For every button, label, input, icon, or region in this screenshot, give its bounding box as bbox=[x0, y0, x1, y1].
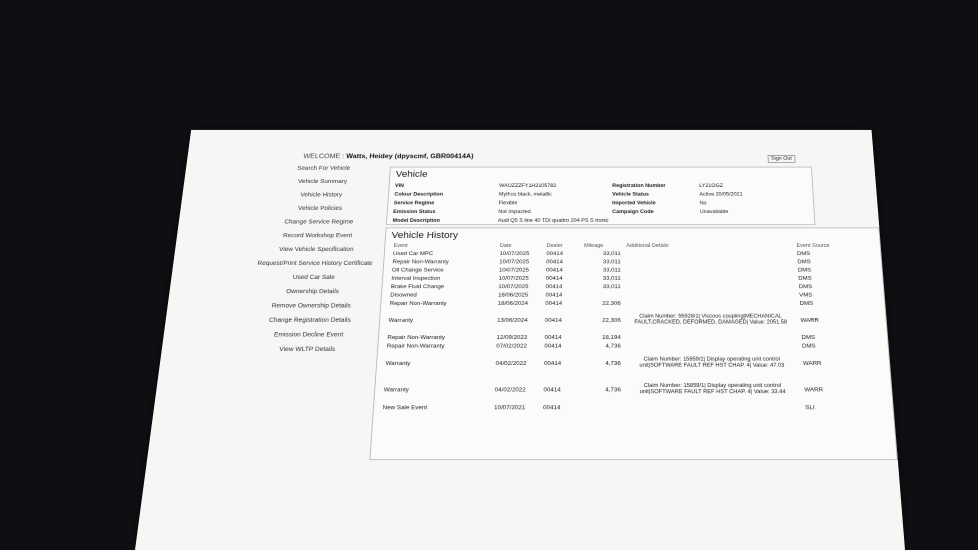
cell-dealer: 00414 bbox=[545, 291, 563, 298]
table-row bbox=[385, 307, 842, 333]
sidebar-item[interactable]: Change Registration Details bbox=[268, 317, 351, 324]
sidebar-item[interactable]: Vehicle Policies bbox=[297, 205, 343, 212]
cell-mileage: 22,306 bbox=[602, 300, 621, 307]
cell-date: 10/07/2025 bbox=[498, 275, 529, 282]
cell-source: DMS bbox=[801, 342, 816, 349]
cell-event: Used Car MPC bbox=[392, 250, 434, 257]
cell-date: 18/06/2024 bbox=[497, 300, 529, 307]
cell-source: WARR bbox=[804, 386, 824, 393]
sidebar-item[interactable]: Remove Ownership Details bbox=[271, 303, 351, 310]
column-header: Event bbox=[393, 243, 408, 249]
cell-event: New Sale Event bbox=[382, 404, 428, 411]
cell-dealer: 00414 bbox=[545, 266, 563, 273]
cell-date: 10/07/2025 bbox=[498, 266, 530, 273]
field-value: Audi Q5 S line 40 TDI quattro 204 PS S tronic bbox=[497, 218, 609, 224]
welcome-banner bbox=[303, 153, 474, 160]
table-row bbox=[389, 266, 838, 274]
cell-details bbox=[623, 266, 795, 274]
cell-source: DMS bbox=[801, 334, 816, 341]
cell-dealer: 00414 bbox=[544, 317, 562, 324]
table-row bbox=[380, 376, 846, 403]
field-label: Emission Status bbox=[393, 209, 436, 215]
cell-dealer: 00414 bbox=[542, 404, 561, 411]
table-row bbox=[384, 342, 843, 351]
cell-mileage: 4,736 bbox=[605, 342, 621, 349]
vehicle-row bbox=[387, 207, 814, 216]
field-value: Not Impacted bbox=[498, 209, 531, 215]
vehicle-row bbox=[389, 190, 813, 199]
sidebar-item[interactable]: Used Car Sale bbox=[292, 274, 336, 281]
cell-date: 12/09/2023 bbox=[496, 334, 528, 341]
cell-details bbox=[624, 342, 800, 351]
field-value: Unavailable bbox=[699, 209, 729, 215]
table-row bbox=[387, 299, 840, 307]
table-row bbox=[389, 258, 837, 266]
column-header: Additional Details bbox=[626, 243, 669, 249]
sidebar-item[interactable]: Record Workshop Event bbox=[282, 233, 353, 239]
column-header: Mileage bbox=[584, 243, 604, 249]
cell-date: 04/02/2022 bbox=[494, 386, 526, 393]
sidebar-item[interactable]: Ownership Details bbox=[285, 288, 340, 295]
cell-source: DMS bbox=[798, 275, 812, 282]
sidebar-item[interactable]: Emission Decline Event bbox=[273, 332, 344, 339]
column-header: Event Source bbox=[796, 243, 830, 249]
cell-event: Interval Inspection bbox=[391, 275, 441, 282]
field-value: Active 20/05/2021 bbox=[699, 192, 743, 197]
cell-dealer: 00414 bbox=[546, 258, 563, 265]
cell-source: DMS bbox=[799, 300, 814, 307]
cell-details: Claim Number: 55928/1| Viscous coupling|MECHANICAL FAULT,CRACKED, DEFORMED, DAMAGED| Value: 2051.58 bbox=[634, 314, 788, 326]
cell-mileage bbox=[580, 403, 624, 412]
field-label: Imported Vehicle bbox=[612, 200, 656, 206]
cell-details: Claim Number: 15859/1| Display operating unit control unit|SOFTWARE FAULT REF HST CHAP. 4| Value: 33.44 bbox=[639, 383, 786, 395]
sidebar-item[interactable]: Request/Print Service History Certificate bbox=[257, 260, 373, 267]
cell-mileage: 4,736 bbox=[605, 386, 621, 393]
vehicle-history-panel bbox=[369, 227, 898, 460]
cell-dealer: 00414 bbox=[543, 360, 562, 367]
column-header: Dealer bbox=[546, 243, 563, 249]
cell-date: 07/02/2022 bbox=[496, 342, 528, 349]
cell-dealer: 00414 bbox=[544, 334, 562, 341]
cell-source: DMS bbox=[797, 266, 812, 273]
cell-source: WARR bbox=[802, 360, 822, 367]
cell-event: Warranty bbox=[388, 317, 414, 324]
field-value: Mythos black, metallic bbox=[498, 192, 552, 197]
field-label: Service Regime bbox=[393, 200, 435, 206]
cell-date: 10/07/2025 bbox=[499, 250, 530, 257]
cell-dealer: 00414 bbox=[544, 342, 562, 349]
cell-details bbox=[623, 249, 794, 257]
cell-details bbox=[623, 274, 795, 282]
cell-event: Repair Non-Warranty bbox=[389, 300, 447, 307]
sidebar-nav bbox=[240, 166, 387, 362]
cell-details bbox=[623, 258, 794, 266]
cell-source: WARR bbox=[800, 317, 820, 324]
field-label: Colour Description bbox=[394, 192, 444, 197]
cell-event: Warranty bbox=[383, 386, 410, 393]
vehicle-title: Vehicle bbox=[395, 169, 428, 180]
sidebar-item[interactable]: Search For Vehicle bbox=[296, 165, 351, 172]
cell-event: Disowned bbox=[390, 291, 417, 298]
table-row bbox=[388, 274, 838, 282]
vehicle-row bbox=[389, 181, 812, 190]
field-value: No bbox=[699, 200, 707, 206]
cell-event: Brake Fluid Change bbox=[390, 283, 445, 290]
cell-date: 18/06/2025 bbox=[497, 291, 529, 298]
cell-date: 10/07/2025 bbox=[499, 258, 530, 265]
field-label: Campaign Code bbox=[612, 209, 654, 215]
cell-mileage: 4,736 bbox=[605, 360, 621, 367]
table-row bbox=[387, 291, 839, 299]
cell-event: Warranty bbox=[385, 360, 411, 367]
field-value: WAUZZZFY1H2105782 bbox=[499, 183, 557, 189]
cell-details bbox=[624, 333, 799, 342]
cell-date: 10/07/2025 bbox=[498, 283, 529, 290]
cell-mileage: 33,011 bbox=[602, 266, 621, 273]
cell-mileage: 33,011 bbox=[602, 283, 621, 290]
vehicle-panel bbox=[386, 167, 816, 225]
cell-details bbox=[624, 299, 798, 307]
field-value: LY21OGZ bbox=[699, 183, 724, 189]
column-header: Date bbox=[499, 243, 512, 249]
vehicle-details bbox=[387, 181, 815, 225]
cell-mileage: 33,011 bbox=[602, 250, 621, 257]
user-name: Watts, Heidey (dpyscmf, GBR00414A) bbox=[345, 152, 474, 160]
cell-mileage: 18,194 bbox=[602, 334, 621, 341]
sidebar-item[interactable]: View Vehicle Specification bbox=[278, 246, 354, 253]
cell-details bbox=[624, 282, 797, 290]
cell-dealer: 00414 bbox=[543, 386, 561, 393]
table-row bbox=[388, 282, 839, 290]
cell-source: SLI bbox=[805, 404, 815, 411]
table-row bbox=[382, 350, 845, 376]
welcome-prefix: WELCOME : bbox=[303, 152, 345, 160]
cell-mileage: 22,306 bbox=[602, 317, 621, 324]
cell-mileage bbox=[581, 291, 624, 299]
cell-date: 13/06/2024 bbox=[497, 317, 528, 324]
sidebar-item[interactable]: Vehicle Summary bbox=[297, 179, 348, 185]
cell-mileage: 33,011 bbox=[602, 275, 621, 282]
field-label: Model Description bbox=[392, 218, 440, 224]
cell-details bbox=[624, 403, 803, 412]
cell-date: 10/07/2021 bbox=[493, 404, 526, 411]
field-label: Registration Number bbox=[612, 183, 666, 189]
cell-source: VMS bbox=[799, 291, 813, 298]
field-label: VIN bbox=[394, 183, 405, 189]
cell-event: Repair Non-Warranty bbox=[386, 342, 445, 349]
cell-date: 04/02/2022 bbox=[495, 360, 527, 367]
cell-event: Oil Change Service bbox=[391, 266, 444, 273]
cell-dealer: 00414 bbox=[546, 250, 564, 257]
vehicle-row bbox=[388, 199, 813, 208]
sidebar-item[interactable]: Change Service Regime bbox=[284, 219, 354, 226]
history-table bbox=[379, 243, 846, 412]
table-row bbox=[379, 403, 846, 412]
sidebar-item[interactable]: Vehicle History bbox=[300, 192, 343, 198]
table-row bbox=[384, 333, 842, 342]
field-label: Vehicle Status bbox=[612, 192, 649, 197]
cell-source: DMS bbox=[798, 283, 813, 290]
printed-page bbox=[135, 130, 905, 550]
cell-source: DMS bbox=[796, 250, 811, 257]
sidebar-item[interactable]: View WLTP Details bbox=[278, 346, 336, 353]
cell-dealer: 00414 bbox=[545, 275, 563, 282]
cell-details: Claim Number: 15859/2| Display operating unit control unit|SOFTWARE FAULT REF HST CHAP. 4| Value: 47.03 bbox=[639, 357, 785, 369]
cell-event: Repair Non-Warranty bbox=[392, 258, 449, 265]
history-title: Vehicle History bbox=[391, 230, 459, 241]
sign-out-button[interactable]: Sign Out bbox=[767, 155, 795, 163]
cell-source: DMS bbox=[797, 258, 811, 265]
cell-dealer: 00414 bbox=[545, 283, 563, 290]
field-value: Flexible bbox=[498, 200, 518, 206]
table-row bbox=[390, 249, 837, 257]
vehicle-row bbox=[387, 216, 815, 225]
cell-mileage: 33,011 bbox=[602, 258, 621, 265]
cell-event: Repair Non-Warranty bbox=[387, 334, 446, 341]
cell-dealer: 00414 bbox=[545, 300, 563, 307]
cell-details bbox=[624, 291, 797, 299]
